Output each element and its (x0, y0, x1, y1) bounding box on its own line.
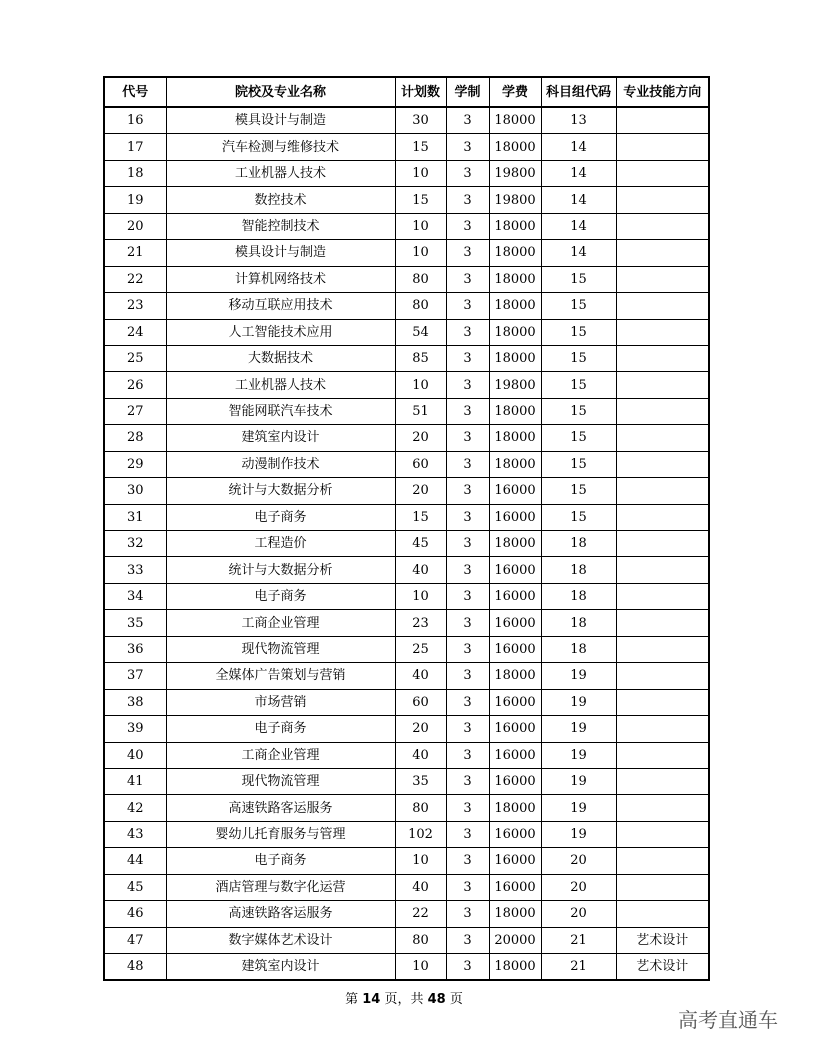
cell-duration: 3 (446, 901, 489, 927)
cell-major-name: 电子商务 (166, 848, 395, 874)
table-row (104, 160, 709, 186)
footer-total-pages: 48 (427, 992, 446, 1007)
cell-major-name: 移动互联应用技术 (166, 293, 395, 319)
cell-tuition: 16000 (489, 768, 541, 794)
cell-subject-group-code: 13 (541, 107, 616, 134)
cell-major-name: 人工智能技术应用 (166, 319, 395, 345)
cell-code: 48 (104, 954, 166, 981)
cell-skill-direction (616, 901, 709, 927)
cell-code: 22 (104, 266, 166, 292)
cell-tuition: 18000 (489, 451, 541, 477)
cell-subject-group-code: 21 (541, 927, 616, 953)
cell-tuition: 18000 (489, 345, 541, 371)
cell-plan-count: 45 (395, 531, 446, 557)
cell-skill-direction (616, 795, 709, 821)
table-row (104, 107, 709, 134)
table-row (104, 187, 709, 213)
cell-plan-count: 20 (395, 425, 446, 451)
table-row (104, 398, 709, 424)
cell-tuition: 18000 (489, 398, 541, 424)
cell-subject-group-code: 18 (541, 610, 616, 636)
cell-code: 20 (104, 213, 166, 239)
cell-subject-group-code: 18 (541, 557, 616, 583)
cell-tuition: 18000 (489, 293, 541, 319)
cell-skill-direction (616, 478, 709, 504)
cell-tuition: 16000 (489, 742, 541, 768)
cell-tuition: 16000 (489, 689, 541, 715)
cell-subject-group-code: 14 (541, 187, 616, 213)
cell-skill-direction (616, 716, 709, 742)
table-body (104, 107, 709, 980)
footer-prefix: 第 (345, 992, 363, 1007)
cell-subject-group-code: 15 (541, 504, 616, 530)
cell-subject-group-code: 14 (541, 134, 616, 160)
cell-subject-group-code: 15 (541, 478, 616, 504)
cell-tuition: 18000 (489, 901, 541, 927)
cell-duration: 3 (446, 848, 489, 874)
cell-subject-group-code: 14 (541, 213, 616, 239)
watermark-text: 高考直通车 (678, 1008, 778, 1032)
cell-duration: 3 (446, 451, 489, 477)
cell-subject-group-code: 18 (541, 583, 616, 609)
cell-subject-group-code: 15 (541, 398, 616, 424)
cell-duration: 3 (446, 689, 489, 715)
cell-tuition: 16000 (489, 848, 541, 874)
cell-tuition: 18000 (489, 134, 541, 160)
cell-major-name: 婴幼儿托育服务与管理 (166, 821, 395, 847)
cell-skill-direction (616, 689, 709, 715)
cell-code: 18 (104, 160, 166, 186)
cell-code: 40 (104, 742, 166, 768)
cell-major-name: 统计与大数据分析 (166, 557, 395, 583)
cell-skill-direction (616, 636, 709, 662)
table-row (104, 345, 709, 371)
cell-subject-group-code: 20 (541, 901, 616, 927)
cell-major-name: 工商企业管理 (166, 610, 395, 636)
table-row (104, 478, 709, 504)
cell-subject-group-code: 19 (541, 742, 616, 768)
cell-major-name: 现代物流管理 (166, 636, 395, 662)
cell-code: 39 (104, 716, 166, 742)
cell-duration: 3 (446, 531, 489, 557)
cell-plan-count: 40 (395, 742, 446, 768)
cell-plan-count: 54 (395, 319, 446, 345)
header-plan-count: 计划数 (395, 77, 446, 107)
cell-code: 45 (104, 874, 166, 900)
cell-duration: 3 (446, 345, 489, 371)
cell-major-name: 酒店管理与数字化运营 (166, 874, 395, 900)
header-tuition: 学费 (489, 77, 541, 107)
table-row (104, 742, 709, 768)
cell-plan-count: 40 (395, 874, 446, 900)
cell-skill-direction (616, 821, 709, 847)
cell-subject-group-code: 19 (541, 689, 616, 715)
table-row (104, 901, 709, 927)
cell-duration: 3 (446, 213, 489, 239)
cell-tuition: 16000 (489, 636, 541, 662)
cell-major-name: 工商企业管理 (166, 742, 395, 768)
cell-plan-count: 10 (395, 240, 446, 266)
cell-plan-count: 40 (395, 663, 446, 689)
cell-major-name: 电子商务 (166, 504, 395, 530)
cell-tuition: 19800 (489, 160, 541, 186)
cell-major-name: 现代物流管理 (166, 768, 395, 794)
cell-duration: 3 (446, 927, 489, 953)
cell-subject-group-code: 15 (541, 345, 616, 371)
table-row (104, 583, 709, 609)
cell-major-name: 计算机网络技术 (166, 266, 395, 292)
cell-code: 24 (104, 319, 166, 345)
cell-tuition: 18000 (489, 795, 541, 821)
table-row (104, 240, 709, 266)
cell-duration: 3 (446, 134, 489, 160)
cell-skill-direction (616, 583, 709, 609)
cell-major-name: 电子商务 (166, 583, 395, 609)
cell-skill-direction (616, 610, 709, 636)
cell-major-name: 大数据技术 (166, 345, 395, 371)
table-row (104, 293, 709, 319)
cell-code: 38 (104, 689, 166, 715)
cell-plan-count: 15 (395, 504, 446, 530)
cell-tuition: 16000 (489, 557, 541, 583)
header-major-name: 院校及专业名称 (166, 77, 395, 107)
cell-tuition: 18000 (489, 213, 541, 239)
table-row (104, 610, 709, 636)
cell-subject-group-code: 15 (541, 293, 616, 319)
table-row (104, 266, 709, 292)
table-row (104, 663, 709, 689)
cell-duration: 3 (446, 319, 489, 345)
cell-duration: 3 (446, 293, 489, 319)
cell-plan-count: 22 (395, 901, 446, 927)
cell-plan-count: 10 (395, 954, 446, 981)
cell-plan-count: 35 (395, 768, 446, 794)
cell-tuition: 16000 (489, 583, 541, 609)
cell-code: 47 (104, 927, 166, 953)
cell-plan-count: 20 (395, 716, 446, 742)
table-row (104, 795, 709, 821)
cell-skill-direction: 艺术设计 (616, 927, 709, 953)
cell-plan-count: 85 (395, 345, 446, 371)
cell-major-name: 模具设计与制造 (166, 240, 395, 266)
cell-subject-group-code: 19 (541, 795, 616, 821)
cell-code: 29 (104, 451, 166, 477)
cell-subject-group-code: 19 (541, 768, 616, 794)
cell-duration: 3 (446, 187, 489, 213)
cell-code: 26 (104, 372, 166, 398)
cell-major-name: 工程造价 (166, 531, 395, 557)
cell-duration: 3 (446, 266, 489, 292)
cell-skill-direction (616, 874, 709, 900)
header-subject-group-code: 科目组代码 (541, 77, 616, 107)
cell-major-name: 全媒体广告策划与营销 (166, 663, 395, 689)
cell-code: 27 (104, 398, 166, 424)
table-row (104, 319, 709, 345)
cell-code: 31 (104, 504, 166, 530)
cell-code: 34 (104, 583, 166, 609)
cell-plan-count: 60 (395, 451, 446, 477)
cell-major-name: 建筑室内设计 (166, 954, 395, 981)
cell-skill-direction (616, 768, 709, 794)
cell-major-name: 工业机器人技术 (166, 372, 395, 398)
cell-code: 25 (104, 345, 166, 371)
header-skill-direction: 专业技能方向 (616, 77, 709, 107)
cell-tuition: 16000 (489, 504, 541, 530)
cell-plan-count: 10 (395, 372, 446, 398)
cell-skill-direction (616, 293, 709, 319)
table-header-row (104, 77, 709, 107)
table-row (104, 821, 709, 847)
cell-major-name: 高速铁路客运服务 (166, 795, 395, 821)
cell-plan-count: 15 (395, 134, 446, 160)
cell-plan-count: 80 (395, 266, 446, 292)
cell-major-name: 电子商务 (166, 716, 395, 742)
cell-subject-group-code: 15 (541, 372, 616, 398)
cell-skill-direction (616, 451, 709, 477)
cell-plan-count: 25 (395, 636, 446, 662)
cell-major-name: 建筑室内设计 (166, 425, 395, 451)
cell-code: 16 (104, 107, 166, 134)
cell-tuition: 18000 (489, 107, 541, 134)
table-row (104, 504, 709, 530)
cell-code: 32 (104, 531, 166, 557)
cell-tuition: 16000 (489, 478, 541, 504)
cell-duration: 3 (446, 768, 489, 794)
cell-code: 44 (104, 848, 166, 874)
cell-code: 42 (104, 795, 166, 821)
cell-duration: 3 (446, 954, 489, 981)
cell-duration: 3 (446, 610, 489, 636)
cell-skill-direction (616, 848, 709, 874)
cell-tuition: 18000 (489, 531, 541, 557)
cell-major-name: 市场营销 (166, 689, 395, 715)
cell-code: 30 (104, 478, 166, 504)
cell-plan-count: 20 (395, 478, 446, 504)
cell-subject-group-code: 14 (541, 240, 616, 266)
cell-major-name: 数字媒体艺术设计 (166, 927, 395, 953)
table-row (104, 134, 709, 160)
cell-skill-direction (616, 240, 709, 266)
cell-code: 28 (104, 425, 166, 451)
cell-code: 17 (104, 134, 166, 160)
table-row (104, 927, 709, 953)
cell-code: 37 (104, 663, 166, 689)
cell-skill-direction: 艺术设计 (616, 954, 709, 981)
cell-tuition: 18000 (489, 954, 541, 981)
cell-code: 21 (104, 240, 166, 266)
cell-code: 19 (104, 187, 166, 213)
cell-skill-direction (616, 266, 709, 292)
cell-code: 43 (104, 821, 166, 847)
table-row (104, 848, 709, 874)
cell-plan-count: 23 (395, 610, 446, 636)
cell-skill-direction (616, 160, 709, 186)
cell-skill-direction (616, 345, 709, 371)
header-code: 代号 (104, 77, 166, 107)
cell-plan-count: 80 (395, 795, 446, 821)
cell-subject-group-code: 15 (541, 451, 616, 477)
cell-duration: 3 (446, 874, 489, 900)
table-row (104, 636, 709, 662)
cell-code: 35 (104, 610, 166, 636)
cell-duration: 3 (446, 372, 489, 398)
cell-code: 46 (104, 901, 166, 927)
cell-plan-count: 51 (395, 398, 446, 424)
cell-skill-direction (616, 372, 709, 398)
cell-tuition: 18000 (489, 240, 541, 266)
cell-skill-direction (616, 398, 709, 424)
cell-subject-group-code: 14 (541, 160, 616, 186)
cell-skill-direction (616, 663, 709, 689)
cell-duration: 3 (446, 398, 489, 424)
cell-subject-group-code: 20 (541, 874, 616, 900)
cell-duration: 3 (446, 240, 489, 266)
cell-plan-count: 60 (395, 689, 446, 715)
cell-plan-count: 80 (395, 293, 446, 319)
cell-plan-count: 10 (395, 583, 446, 609)
cell-subject-group-code: 19 (541, 716, 616, 742)
cell-tuition: 19800 (489, 187, 541, 213)
cell-plan-count: 10 (395, 848, 446, 874)
cell-plan-count: 10 (395, 213, 446, 239)
cell-duration: 3 (446, 504, 489, 530)
cell-duration: 3 (446, 821, 489, 847)
table-row (104, 451, 709, 477)
table-row (104, 768, 709, 794)
cell-subject-group-code: 19 (541, 821, 616, 847)
cell-skill-direction (616, 742, 709, 768)
cell-duration: 3 (446, 663, 489, 689)
cell-skill-direction (616, 531, 709, 557)
cell-major-name: 统计与大数据分析 (166, 478, 395, 504)
cell-tuition: 18000 (489, 266, 541, 292)
cell-tuition: 18000 (489, 425, 541, 451)
cell-plan-count: 102 (395, 821, 446, 847)
table-row (104, 716, 709, 742)
cell-tuition: 16000 (489, 821, 541, 847)
cell-duration: 3 (446, 583, 489, 609)
table-row (104, 557, 709, 583)
cell-subject-group-code: 15 (541, 425, 616, 451)
cell-major-name: 动漫制作技术 (166, 451, 395, 477)
cell-skill-direction (616, 319, 709, 345)
footer-middle: 页，共 (380, 992, 428, 1007)
table-row (104, 689, 709, 715)
cell-tuition: 18000 (489, 663, 541, 689)
cell-tuition: 20000 (489, 927, 541, 953)
cell-code: 36 (104, 636, 166, 662)
cell-subject-group-code: 18 (541, 531, 616, 557)
cell-skill-direction (616, 557, 709, 583)
cell-tuition: 18000 (489, 319, 541, 345)
cell-subject-group-code: 21 (541, 954, 616, 981)
cell-plan-count: 40 (395, 557, 446, 583)
cell-major-name: 汽车检测与维修技术 (166, 134, 395, 160)
table-row (104, 954, 709, 981)
cell-tuition: 19800 (489, 372, 541, 398)
table-row (104, 531, 709, 557)
cell-tuition: 16000 (489, 716, 541, 742)
cell-duration: 3 (446, 716, 489, 742)
cell-skill-direction (616, 504, 709, 530)
cell-duration: 3 (446, 160, 489, 186)
table-row (104, 372, 709, 398)
cell-duration: 3 (446, 795, 489, 821)
cell-plan-count: 10 (395, 160, 446, 186)
cell-subject-group-code: 15 (541, 266, 616, 292)
footer-current-page: 14 (362, 992, 381, 1007)
cell-skill-direction (616, 107, 709, 134)
footer-suffix: 页 (445, 992, 463, 1007)
cell-major-name: 数控技术 (166, 187, 395, 213)
cell-major-name: 模具设计与制造 (166, 107, 395, 134)
cell-duration: 3 (446, 425, 489, 451)
cell-code: 41 (104, 768, 166, 794)
cell-skill-direction (616, 134, 709, 160)
cell-skill-direction (616, 425, 709, 451)
cell-skill-direction (616, 187, 709, 213)
cell-subject-group-code: 18 (541, 636, 616, 662)
cell-plan-count: 30 (395, 107, 446, 134)
cell-tuition: 16000 (489, 874, 541, 900)
cell-code: 33 (104, 557, 166, 583)
cell-plan-count: 80 (395, 927, 446, 953)
cell-major-name: 工业机器人技术 (166, 160, 395, 186)
header-duration: 学制 (446, 77, 489, 107)
enrollment-plan-table (103, 76, 710, 981)
cell-tuition: 16000 (489, 610, 541, 636)
cell-subject-group-code: 15 (541, 319, 616, 345)
table-row (104, 213, 709, 239)
table-row (104, 874, 709, 900)
cell-duration: 3 (446, 478, 489, 504)
cell-plan-count: 15 (395, 187, 446, 213)
cell-subject-group-code: 20 (541, 848, 616, 874)
cell-major-name: 高速铁路客运服务 (166, 901, 395, 927)
cell-duration: 3 (446, 557, 489, 583)
cell-major-name: 智能控制技术 (166, 213, 395, 239)
cell-duration: 3 (446, 742, 489, 768)
cell-skill-direction (616, 213, 709, 239)
cell-duration: 3 (446, 107, 489, 134)
cell-major-name: 智能网联汽车技术 (166, 398, 395, 424)
table-row (104, 425, 709, 451)
cell-duration: 3 (446, 636, 489, 662)
cell-subject-group-code: 19 (541, 663, 616, 689)
cell-code: 23 (104, 293, 166, 319)
